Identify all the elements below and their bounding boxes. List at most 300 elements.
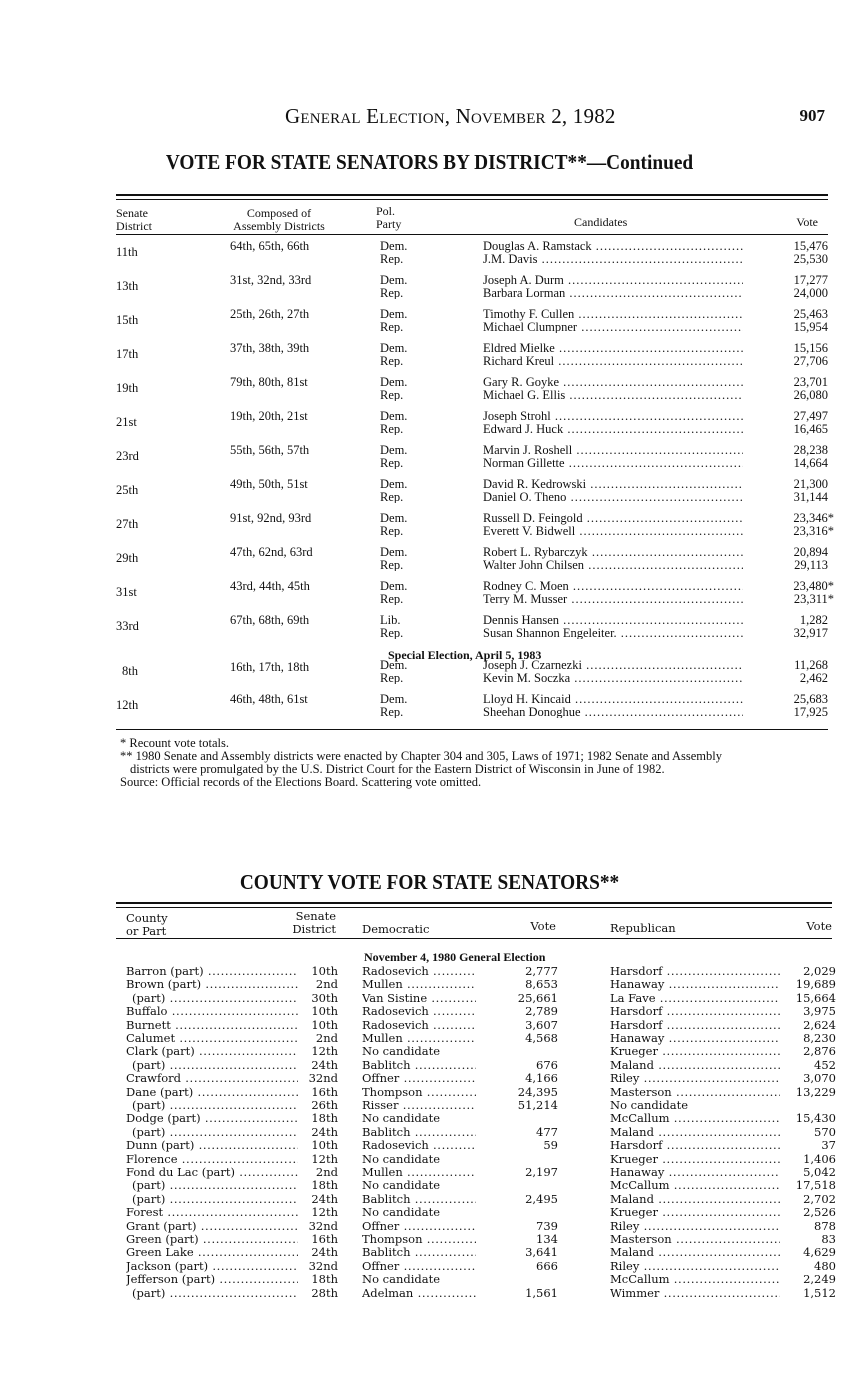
senate-district: 32nd [308,1258,338,1273]
votes [748,342,828,367]
vote: 29,113 [794,558,828,571]
votes [748,546,828,571]
vote: 23,701 [793,376,828,389]
header-line: Senate [116,207,148,220]
rep-candidate: Hanaway ..... [610,1032,788,1045]
table-row [116,1205,836,1220]
rep-vote: 17,518 [780,1179,836,1192]
vote: 23,311* [793,592,834,605]
vote: 21,300 [793,478,828,491]
table-row [116,1044,836,1059]
senate-district: 17th [116,347,139,361]
dem-candidate: Offner ..... [362,1072,532,1085]
county: Dane (part) ..... [126,1086,298,1099]
candidate: Michael Clumpner ..... [483,321,743,334]
vote: 23,480* [793,580,834,593]
vote: 28,238 [793,444,828,457]
table-row [116,614,828,642]
rep-vote: 2,624 [780,1019,836,1032]
candidates [483,444,743,469]
header-party: Pol. [376,204,396,218]
candidates [483,376,743,401]
party-dem: Dem. [380,580,408,593]
party [380,614,403,639]
assembly-districts: 31st, 32nd, 33rd [230,273,312,287]
senate-district: 24th [311,1245,338,1260]
senate-district: 16th [311,1084,338,1099]
footnote-recount: * Recount vote totals. [120,736,230,750]
senate-district: 2nd [315,1165,338,1179]
dem-candidate: No candidate [362,1045,441,1059]
candidate: David R. Kedrowski ..... [483,478,743,491]
rep-candidate: Krueger ..... [610,1153,788,1166]
senate-district: 12th [116,698,139,712]
candidate: Daniel O. Theno ..... [483,491,743,504]
senate-district: 31st [116,585,137,599]
dem-candidate: Risser ..... [362,1099,532,1112]
district-table-title: VOTE FOR STATE SENATORS BY DISTRICT**—Continued [165,150,694,174]
county: (part) ..... [132,1126,298,1139]
dem-candidate: Thompson ..... [362,1086,532,1099]
rep-vote: 2,029 [780,965,836,978]
table-row [116,274,828,302]
dem-vote: 2,495 [476,1193,558,1206]
candidates [483,614,743,639]
dem-candidate: Van Sistine ..... [362,992,532,1005]
dem-vote: 2,197 [476,1166,558,1179]
senate-district: 10th [311,1017,338,1032]
rep-candidate: Harsdorf ..... [610,1019,788,1032]
dem-candidate: Mullen ..... [362,1032,532,1045]
candidates [483,240,743,265]
rep-candidate: Maland ..... [610,1059,788,1072]
rep-candidate: Masterson ..... [610,1086,788,1099]
dem-vote: 3,607 [476,1019,558,1032]
rep-vote: 83 [780,1233,836,1246]
rep-vote: 1,512 [780,1287,836,1300]
vote: 23,346* [793,512,834,525]
votes [748,274,828,299]
rep-vote: 3,070 [780,1072,836,1085]
rep-vote: 2,526 [780,1206,836,1219]
party [380,580,407,605]
senate-district: 24th [311,1124,338,1139]
dem-candidate: No candidate [362,1273,441,1287]
table-row [116,659,828,687]
vote: 25,683 [793,693,828,706]
rep-candidate: Maland ..... [610,1126,788,1139]
senate-district: 8th [122,664,138,678]
table-row [116,1057,836,1072]
votes [748,659,828,684]
vote: 24,000 [793,286,828,299]
table-row [116,376,828,404]
candidate: Terry M. Musser ..... [483,593,743,606]
footnote-source: Source: Official records of the Elections Board. Scattering vote omitted. [120,775,482,789]
table-row [116,1071,836,1086]
county: (part) ..... [132,1059,298,1072]
candidate: Richard Kreul ..... [483,355,743,368]
candidate: Kevin M. Soczka ..... [483,672,743,685]
table-row [116,1138,836,1153]
rep-candidate: Riley ..... [610,1220,788,1233]
senate-district: 24th [311,1057,338,1072]
header-democratic: Democratic [362,922,430,936]
page-header [0,104,859,130]
table-row [116,1084,836,1099]
rep-candidate: Riley ..... [610,1072,788,1085]
candidates [483,546,743,571]
assembly-districts: 43rd, 44th, 45th [230,579,310,593]
county: Jackson (part) ..... [126,1260,298,1273]
assembly-districts: 79th, 80th, 81st [230,375,308,389]
rep-vote: 15,430 [780,1112,836,1125]
candidates [483,342,743,367]
footnotes [120,737,832,789]
header-senate-district-2: District [116,219,152,233]
rep-vote: 2,702 [780,1193,836,1206]
county: (part) ..... [132,1193,298,1206]
table-row [116,1099,832,1112]
dem-candidate: Mullen ..... [362,978,532,991]
candidates [483,580,743,605]
party-dem: Dem. [380,478,408,491]
assembly-districts: 49th, 50th, 51st [230,477,308,491]
candidate: Lloyd H. Kincaid ..... [483,693,743,706]
rep-candidate: La Fave ..... [610,992,788,1005]
senate-district: 18th [311,1111,338,1126]
candidates [483,512,743,537]
votes [748,240,828,265]
rep-vote: 2,249 [780,1273,836,1286]
header-party-2: Party [376,217,402,231]
party-dem: Dem. [380,376,408,389]
party-rep: Rep. [380,592,404,605]
dem-candidate: Bablitch ..... [362,1059,532,1072]
candidate: Edward J. Huck ..... [483,423,743,436]
dem-vote: 739 [476,1220,558,1233]
candidate: Walter John Chilsen ..... [483,559,743,572]
dem-vote: 4,166 [476,1072,558,1085]
footnote-districts-cont: districts were promulgated by the U.S. District Court for the Eastern District of Wisconsin in June of 1982. [130,762,665,776]
candidate: Rodney C. Moen ..... [483,580,743,593]
header-county: County [126,911,168,925]
dem-vote: 3,641 [476,1246,558,1259]
vote: 1,282 [799,614,828,627]
vote: 25,530 [793,252,828,265]
vote: 15,156 [793,342,828,355]
senate-district: 21st [116,415,137,429]
county-table-top-rule [116,902,832,904]
dem-vote: 25,661 [476,992,558,1005]
county: Burnett ..... [126,1019,298,1032]
party-rep: Rep. [380,524,404,537]
party-rep: Rep. [380,320,404,333]
dem-vote: 2,777 [476,965,558,978]
party-dem: Dem. [380,659,408,672]
table-row [116,1191,836,1206]
rep-vote: 570 [780,1126,836,1139]
candidate: Eldred Mielke ..... [483,342,743,355]
table-row [116,342,828,370]
candidate: Douglas A. Ramstack ..... [483,240,743,253]
senate-district: 33rd [116,619,139,633]
candidates [483,659,743,684]
rep-candidate: Wimmer ..... [610,1287,788,1300]
candidate: Dennis Hansen ..... [483,614,743,627]
table-bottom-rule [116,729,828,730]
candidate: Joseph Strohl ..... [483,410,743,423]
party [380,376,407,401]
county: Barron (part) ..... [126,965,298,978]
candidates [483,410,743,435]
county-table-title: COUNTY VOTE FOR STATE SENATORS** [239,870,620,894]
rep-candidate: Riley ..... [610,1260,788,1273]
assembly-districts: 47th, 62nd, 63rd [230,545,313,559]
votes [754,512,834,537]
rep-vote: 5,042 [780,1166,836,1179]
district-table-header [116,205,828,235]
party-dem: Dem. [380,512,408,525]
party-dem: Dem. [380,444,408,457]
dem-candidate: Offner ..... [362,1260,532,1273]
senate-district: 13th [116,279,139,293]
county: Green Lake ..... [126,1246,298,1259]
votes [748,376,828,401]
candidates [483,308,743,333]
rep-candidate: McCallum ..... [610,1273,788,1286]
dem-vote: 666 [476,1260,558,1273]
rep-candidate: McCallum ..... [610,1112,788,1125]
candidate: Joseph J. Czarnezki ..... [483,659,743,672]
party-rep: Rep. [380,286,404,299]
page-number: 907 [799,106,825,125]
county: (part) ..... [132,992,298,1005]
party-dem: Dem. [380,693,408,706]
rep-vote: 13,229 [780,1086,836,1099]
party-lib: Lib. [380,614,401,627]
rep-vote: 3,975 [780,1005,836,1018]
table-row [116,1232,836,1246]
assembly-districts: 46th, 48th, 61st [230,692,308,706]
table-top-rule [116,194,828,196]
table-row [116,1031,836,1045]
dem-vote: 51,214 [476,1099,558,1112]
senate-district: 28th [311,1285,338,1300]
vote: 2,462 [799,671,828,684]
senate-district: 25th [116,483,139,497]
table-row [116,1165,836,1179]
header-vote: Vote [796,215,818,229]
dem-candidate: No candidate [362,1179,441,1193]
rep-vote: 37 [780,1139,836,1152]
dem-vote: 8,653 [476,978,558,991]
table-row [116,693,828,721]
votes [748,693,828,718]
votes [748,410,828,435]
candidate: Susan Shannon Engeleiter. ..... [483,627,743,640]
party [380,410,407,435]
party [380,444,407,469]
county: (part) ..... [132,1179,298,1192]
header-candidates: Candidates [574,215,628,229]
votes [754,580,834,605]
table-row [116,977,836,992]
assembly-districts: 55th, 56th, 57th [230,443,310,457]
running-title: General Election, November 2, 1982 [285,104,616,128]
candidate: Timothy F. Cullen ..... [483,308,743,321]
candidate: Norman Gillette ..... [483,457,743,470]
candidate: Sheehan Donoghue ..... [483,706,743,719]
candidate: Gary R. Goyke ..... [483,376,743,389]
party-rep: Rep. [380,388,404,401]
county: Dunn (part) ..... [126,1139,298,1152]
county: Forest ..... [126,1206,298,1219]
dem-candidate: Radosevich ..... [362,965,532,978]
dem-candidate: Radosevich ..... [362,1005,532,1018]
senate-district: 30th [311,990,338,1005]
dem-candidate: Adelman ..... [362,1287,532,1300]
candidate: Marvin J. Roshell ..... [483,444,743,457]
vote: 20,894 [793,546,828,559]
senate-district: 18th [311,1272,338,1287]
senate-district: 16th [311,1232,338,1246]
rep-candidate: Hanaway ..... [610,1166,788,1179]
assembly-districts: 25th, 26th, 27th [230,307,310,321]
dem-candidate: Radosevich ..... [362,1019,532,1032]
candidate: Barbara Lorman ..... [483,287,743,300]
senate-district: 10th [311,1138,338,1153]
candidates [483,274,743,299]
table-row [116,1272,836,1287]
rep-vote: 2,876 [780,1045,836,1058]
assembly-districts: 16th, 17th, 18th [230,660,310,674]
rep-candidate: Krueger ..... [610,1045,788,1058]
senate-district: 27th [116,517,139,531]
senate-district: 26th [311,1098,338,1112]
dem-candidate: Bablitch ..... [362,1246,532,1259]
candidate: Everett V. Bidwell ..... [483,525,743,538]
rep-candidate: No candidate [610,1099,689,1112]
party-rep: Rep. [380,354,404,367]
candidate: Michael G. Ellis ..... [483,389,743,402]
rep-candidate: Hanaway ..... [610,978,788,991]
county: Brown (part) ..... [126,978,298,991]
table-row [116,1285,836,1300]
vote: 11,268 [794,659,828,672]
assembly-districts: 91st, 92nd, 93rd [230,511,312,525]
candidate: Robert L. Rybarczyk ..... [483,546,743,559]
rep-vote: 480 [780,1260,836,1273]
vote: 15,954 [793,320,828,333]
candidate: Russell D. Feingold ..... [483,512,743,525]
table-row [116,410,828,438]
dem-candidate: Bablitch ..... [362,1126,532,1139]
party-rep: Rep. [380,558,404,571]
rep-vote: 4,629 [780,1246,836,1259]
party-rep: Rep. [380,626,404,639]
rep-candidate: Harsdorf ..... [610,1139,788,1152]
party-dem: Dem. [380,240,408,253]
table-row [116,308,828,336]
table-row [116,1245,836,1260]
votes [748,614,828,639]
footnote-districts: ** 1980 Senate and Assembly districts were enacted by Chapter 304 and 305, Laws of 1971; 1982 Senate and Assembly [120,749,722,763]
header-county-2: or Part [126,924,167,938]
county: Buffalo ..... [126,1005,298,1018]
dem-vote: 676 [476,1059,558,1072]
dem-vote: 2,789 [476,1005,558,1018]
dem-vote: 134 [476,1233,558,1246]
dem-vote: 24,395 [476,1086,558,1099]
dem-candidate: Offner ..... [362,1220,532,1233]
dem-candidate: No candidate [362,1112,441,1126]
assembly-districts: 67th, 68th, 69th [230,613,310,627]
senate-district: 12th [311,1205,338,1220]
senate-district: 32nd [308,1071,338,1086]
senate-district: 29th [116,551,139,565]
county: Dodge (part) ..... [126,1112,298,1125]
table-row [116,1178,836,1193]
senate-district: 32nd [308,1218,338,1233]
table-row [116,1151,836,1166]
table-row [116,1218,836,1233]
senate-district: 19th [116,381,139,395]
dem-candidate: No candidate [362,1152,441,1166]
party [380,546,407,571]
party-rep: Rep. [380,671,404,684]
candidates [483,478,743,503]
vote: 32,917 [793,626,828,639]
party-rep: Rep. [380,252,404,265]
senate-district: 10th [311,1004,338,1019]
election-label: November 4, 1980 General Election [364,950,546,964]
vote: 17,277 [793,274,828,287]
table-row [116,240,828,268]
party-rep: Rep. [380,422,404,435]
party-rep: Rep. [380,705,404,718]
senate-district: 12th [311,1151,338,1166]
table-row [116,579,834,608]
party-rep: Rep. [380,490,404,503]
party [380,659,407,684]
dem-candidate: Bablitch ..... [362,1193,532,1206]
dem-candidate: Mullen ..... [362,1166,532,1179]
special-election-label: Special Election, April 5, 1983 [388,648,542,662]
header-senate-district-2: District [292,922,336,936]
vote: 15,476 [793,240,828,253]
vote: 23,316* [793,524,834,537]
table-row [116,444,828,472]
senate-district: 11th [116,245,138,259]
senate-district: 2nd [315,1031,338,1045]
candidate: J.M. Davis ..... [483,253,743,266]
dem-vote: 59 [476,1139,558,1152]
table-row [116,511,834,540]
party [380,512,407,537]
party-dem: Dem. [380,342,408,355]
table-row [116,1004,836,1019]
header-senate-district: Senate [295,909,336,923]
rep-vote: 19,689 [780,978,836,991]
rep-candidate: Krueger ..... [610,1206,788,1219]
dem-vote: 477 [476,1126,558,1139]
vote: 27,706 [793,354,828,367]
table-row [116,990,836,1005]
candidates [483,693,743,718]
rep-vote: 15,664 [780,992,836,1005]
party [380,478,407,503]
